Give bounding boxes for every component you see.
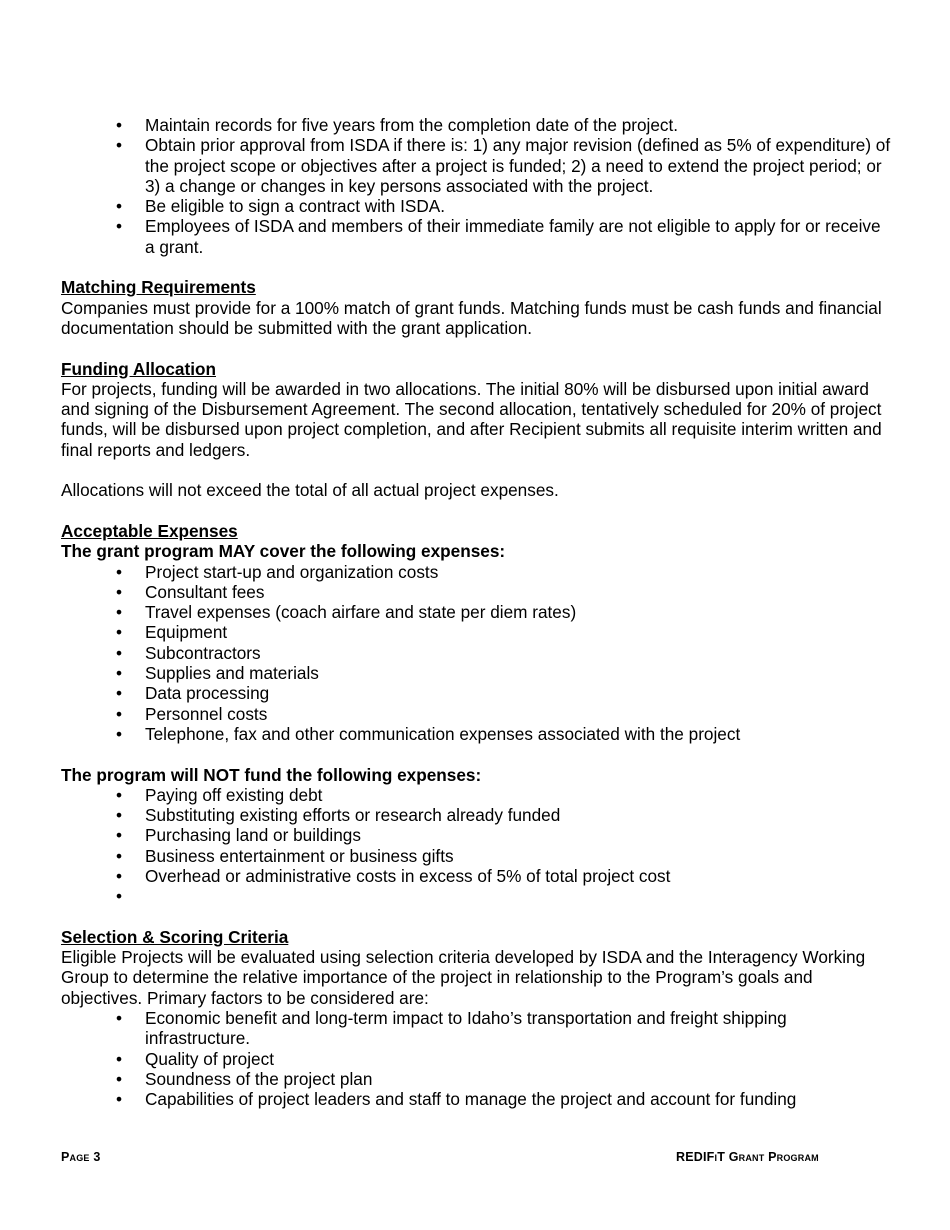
list-item: • Travel expenses (coach airfare and state per diem rates): [116, 602, 577, 623]
list-item: • Maintain records for five years from the completion date of the project.: [116, 115, 679, 135]
list-item: • Personnel costs: [116, 703, 268, 724]
expenses-heading: Acceptable Expenses: [61, 520, 238, 541]
list-item: • Consultant fees: [116, 581, 265, 602]
matching-body: Companies must provide for a 100% match of grant funds. Matching funds must be cash funds and financial documentation should be submitted with the grant application.: [61, 297, 882, 338]
bullet-icon: •: [116, 886, 123, 907]
list-item: • Telephone, fax and other communication expenses associated with the project: [116, 723, 741, 744]
eligibility-list: [61, 115, 893, 257]
page-content: [61, 115, 893, 1110]
funding-body: For projects, funding will be awarded in two allocations. The initial 80% will be disbursed upon initial award and signing of the Disbursement Agreement. The second allocation, tentatively scheduled for 20% of project funds, will be disbursed upon project completion, and after Recipient submits all requisite interim written and final reports and ledgers.: [61, 378, 882, 460]
bullet-icon: •: [116, 1048, 123, 1069]
list-item: • Subcontractors: [116, 642, 261, 663]
selection-criteria-list: [61, 1008, 893, 1109]
bullet-icon: •: [116, 115, 123, 135]
bullet-icon: •: [116, 784, 123, 805]
bullet-icon: •: [116, 602, 123, 623]
selection-heading: Selection & Scoring Criteria: [61, 926, 289, 947]
list-item: • Supplies and materials: [116, 663, 319, 684]
bullet-icon: •: [116, 825, 123, 846]
list-item: • Equipment: [116, 622, 228, 643]
bullet-icon: •: [116, 663, 123, 684]
list-item: • Substituting existing efforts or research already funded: [116, 805, 561, 826]
list-item: [61, 886, 893, 906]
may-cover-title: The grant program MAY cover the following expenses:: [61, 541, 506, 562]
bullet-icon: •: [116, 1008, 123, 1029]
list-item: • Capabilities of project leaders and staff to manage the project and account for funding: [116, 1089, 797, 1110]
list-item: • Data processing: [116, 683, 270, 704]
bullet-icon: •: [116, 561, 123, 582]
list-item: • Soundness of the project plan: [116, 1068, 373, 1089]
list-item: • Be eligible to sign a contract with ISDA.: [116, 196, 445, 217]
list-item: • Overhead or administrative costs in excess of 5% of total project cost: [116, 865, 671, 886]
not-fund-title: The program will NOT fund the following expenses:: [61, 764, 482, 785]
bullet-icon: •: [116, 723, 123, 744]
list-item: • Employees of ISDA and members of their immediate family are not eligible to apply for or receive a grant.: [116, 216, 881, 257]
bullet-icon: •: [116, 1089, 123, 1110]
list-item: • Business entertainment or business gifts: [116, 845, 454, 866]
list-item: • Economic benefit and long-term impact to Idaho’s transportation and freight shipping infrastructure.: [116, 1008, 787, 1049]
bullet-icon: •: [116, 216, 123, 237]
list-item: • Quality of project: [116, 1048, 274, 1069]
bullet-icon: •: [116, 642, 123, 663]
list-item: • Purchasing land or buildings: [116, 825, 361, 846]
program-name: REDIFiT Grant Program: [676, 1150, 819, 1164]
list-item: • Obtain prior approval from ISDA if there is: 1) any major revision (defined as 5% of expenditure) of the project scope or objectives after a project is funded; 2) a need to extend the project period; or 3) a change or changes in key persons associated with the project.: [116, 135, 891, 196]
bullet-icon: •: [116, 581, 123, 602]
bullet-icon: •: [116, 703, 123, 724]
bullet-icon: •: [116, 1068, 123, 1089]
bullet-icon: •: [116, 683, 123, 704]
may-cover-list: [61, 562, 893, 745]
selection-body: Eligible Projects will be evaluated using selection criteria developed by ISDA and the Interagency Working Group to determine the relative importance of the project in relationship to the Program’s goals and objectives. Primary factors to be considered are:: [61, 947, 866, 1008]
bullet-icon: •: [116, 805, 123, 826]
page-number: Page 3: [61, 1150, 101, 1164]
funding-heading: Funding Allocation: [61, 358, 216, 379]
list-item: • Paying off existing debt: [116, 784, 323, 805]
bullet-icon: •: [116, 196, 123, 217]
bullet-icon: •: [116, 135, 123, 156]
matching-heading: Matching Requirements: [61, 277, 256, 298]
bullet-icon: •: [116, 865, 123, 886]
bullet-icon: •: [116, 622, 123, 643]
list-item: • Project start-up and organization costs: [116, 561, 439, 582]
bullet-icon: •: [116, 845, 123, 866]
not-fund-list: [61, 785, 893, 907]
funding-note: Allocations will not exceed the total of all actual project expenses.: [61, 480, 559, 501]
